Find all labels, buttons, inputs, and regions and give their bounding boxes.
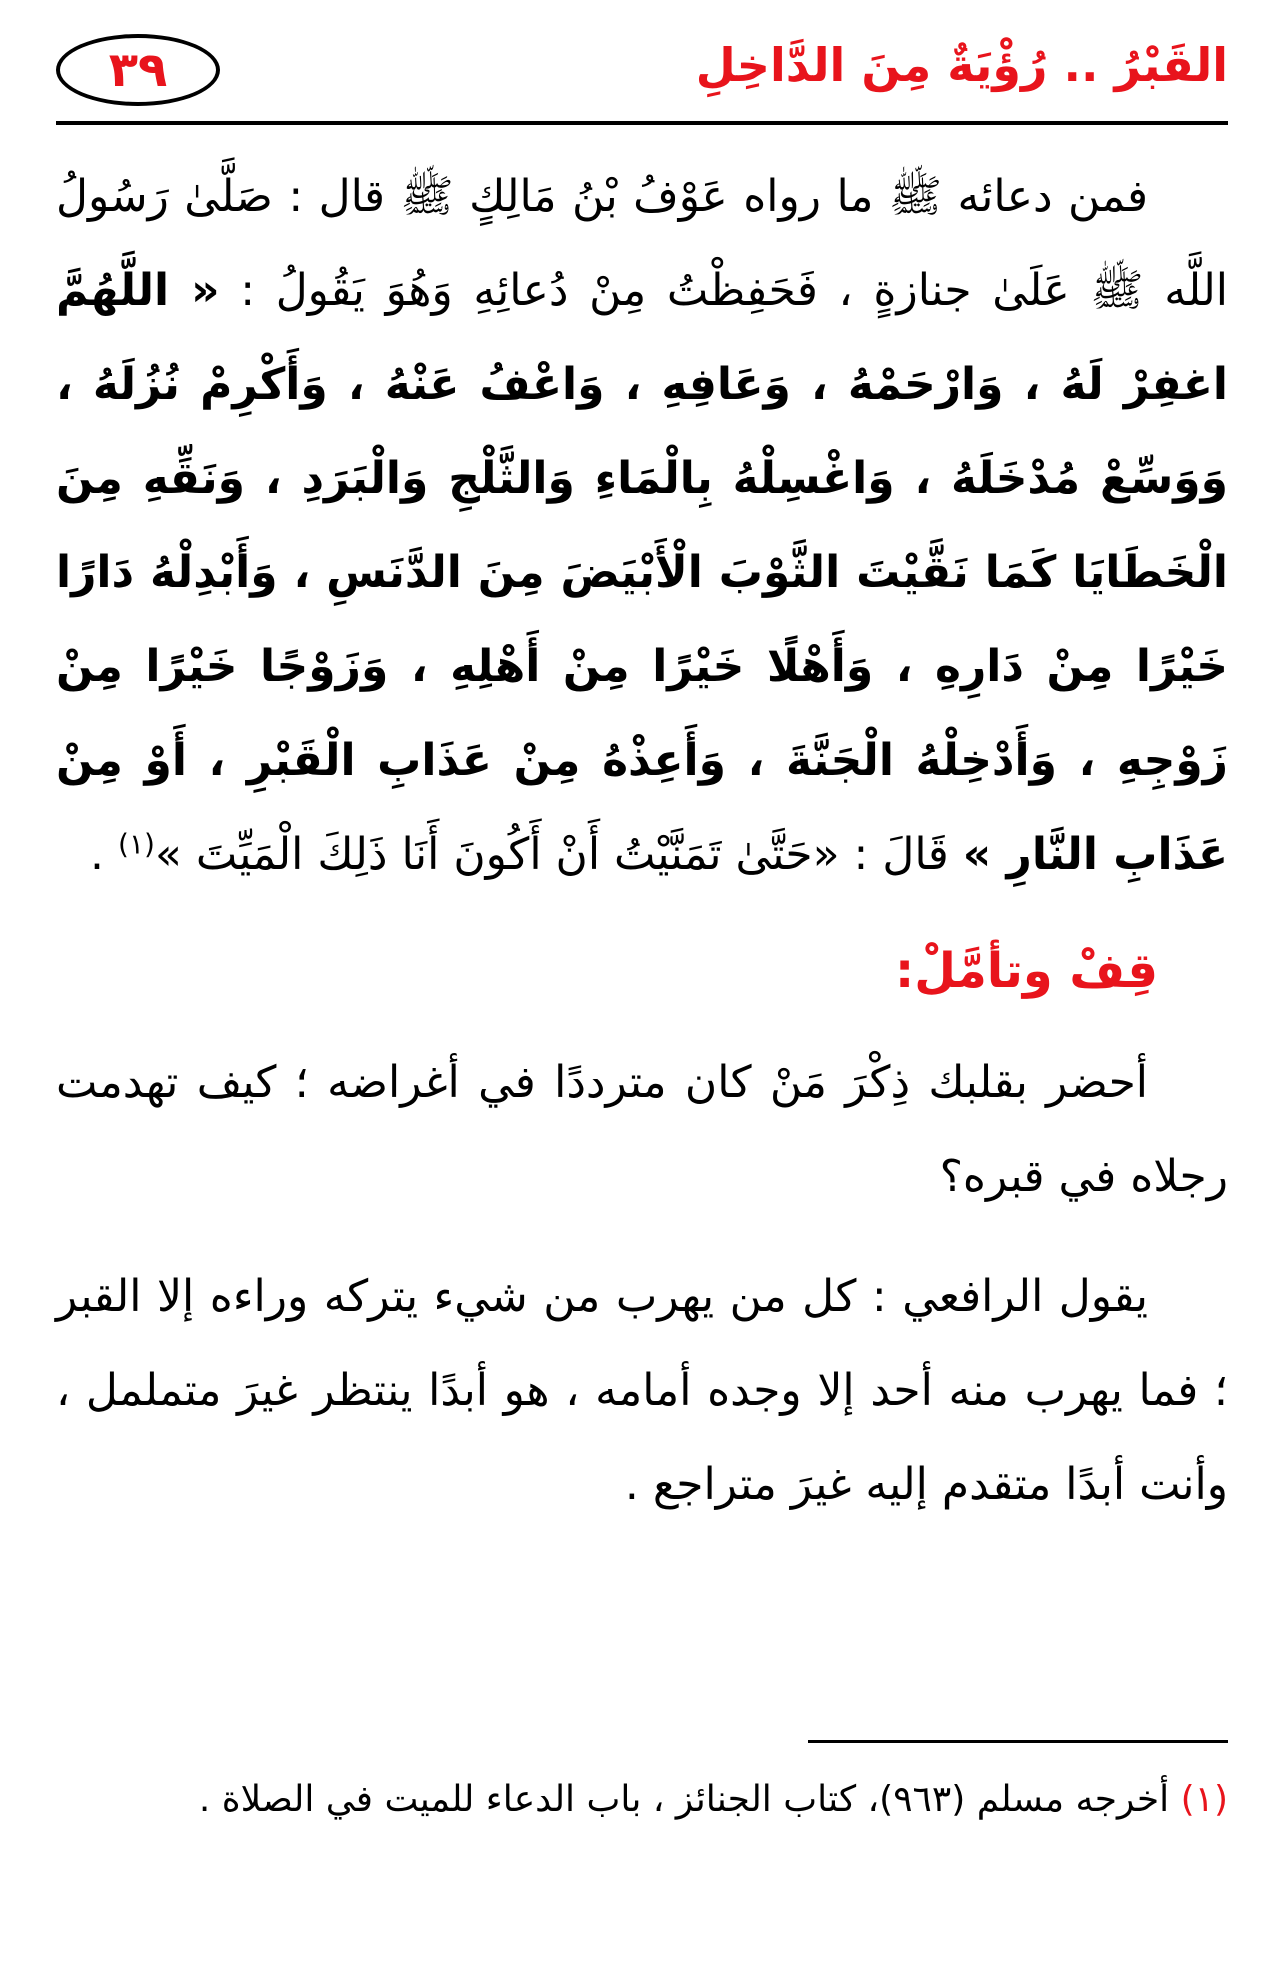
header-divider	[56, 121, 1228, 125]
end-mark: .	[90, 829, 119, 880]
page-body	[56, 150, 1228, 1532]
hadith-paragraph	[56, 150, 1228, 902]
footnote-text: أخرجه مسلم (٩٦٣)، كتاب الجنائز ، باب الدعاء للميت في الصلاة .	[198, 1779, 1181, 1820]
running-title: القَبْرُ .. رُؤْيَةٌ مِنَ الدَّاخِلِ	[695, 38, 1228, 92]
hadith-intro: فمن دعائه ﷺ ما رواه عَوْفُ بْنُ مَالِكٍ ﷺ قال : صَلَّىٰ رَسُولُ اللَّه ﷺ عَلَىٰ جنازةٍ ، فَحَفِظْتُ مِنْ دُعائِهِ وَهُوَ يَقُولُ :	[56, 171, 1228, 316]
reflection-paragraph: أحضر بقلبك ذِكْرَ مَنْ كان مترددًا في أغراضه ؛ كيف تهدمت رجلاه في قبره؟	[56, 1057, 1228, 1202]
section-heading: قِفْ وتأمَّلْ:	[895, 943, 1158, 999]
dua-text: « اللَّهُمَّ اغفِرْ لَهُ ، وَارْحَمْهُ ، وَعَافِهِ ، وَاعْفُ عَنْهُ ، وَأَكْرِمْ نُزُلَهُ ، وَوَسِّعْ مُدْخَلَهُ ، وَاغْسِلْهُ بِالْمَاءِ وَالثَّلْجِ وَالْبَرَدِ ، وَنَقِّهِ مِنَ الْخَطَايَا كَمَا نَقَّيْتَ الثَّوْبَ الْأَبْيَضَ مِنَ الدَّنَسِ ، وَأَبْدِلْهُ دَارًا خَيْرًا مِنْ دَارِهِ ، وَأَهْلًا خَيْرًا مِنْ أَهْلِهِ ، وَزَوْجًا خَيْرًا مِنْ زَوْجِهِ ، وَأَدْخِلْهُ الْجَنَّةَ ، وَأَعِذْهُ مِنْ عَذَابِ الْقَبْرِ ، أَوْ مِنْ عَذَابِ النَّارِ »	[56, 265, 1228, 880]
page-number: ٣٩	[108, 42, 168, 98]
quote-paragraph: يقول الرافعي : كل من يهرب من شيء يتركه وراءه إلا القبر ؛ فما يهرب منه أحد إلا وجده أمامه ، هو أبدًا ينتظر غيرَ متململ ، وأنت أبدًا متقدم إليه غيرَ متراجع .	[56, 1271, 1228, 1510]
page-number-oval	[56, 34, 220, 106]
footnote-marker: (١)	[1180, 1779, 1228, 1820]
page-header	[56, 30, 1228, 126]
footnote-reference[interactable]: (١)	[118, 827, 155, 861]
footnote-divider	[808, 1740, 1228, 1743]
footnote	[42, 1762, 1228, 1838]
paragraph-gap	[56, 1224, 1228, 1250]
narrator-said: قَالَ : «حَتَّىٰ تَمَنَّيْتُ أَنْ أَكُونَ أَنَا ذَلِكَ الْمَيِّتَ »	[154, 829, 963, 880]
